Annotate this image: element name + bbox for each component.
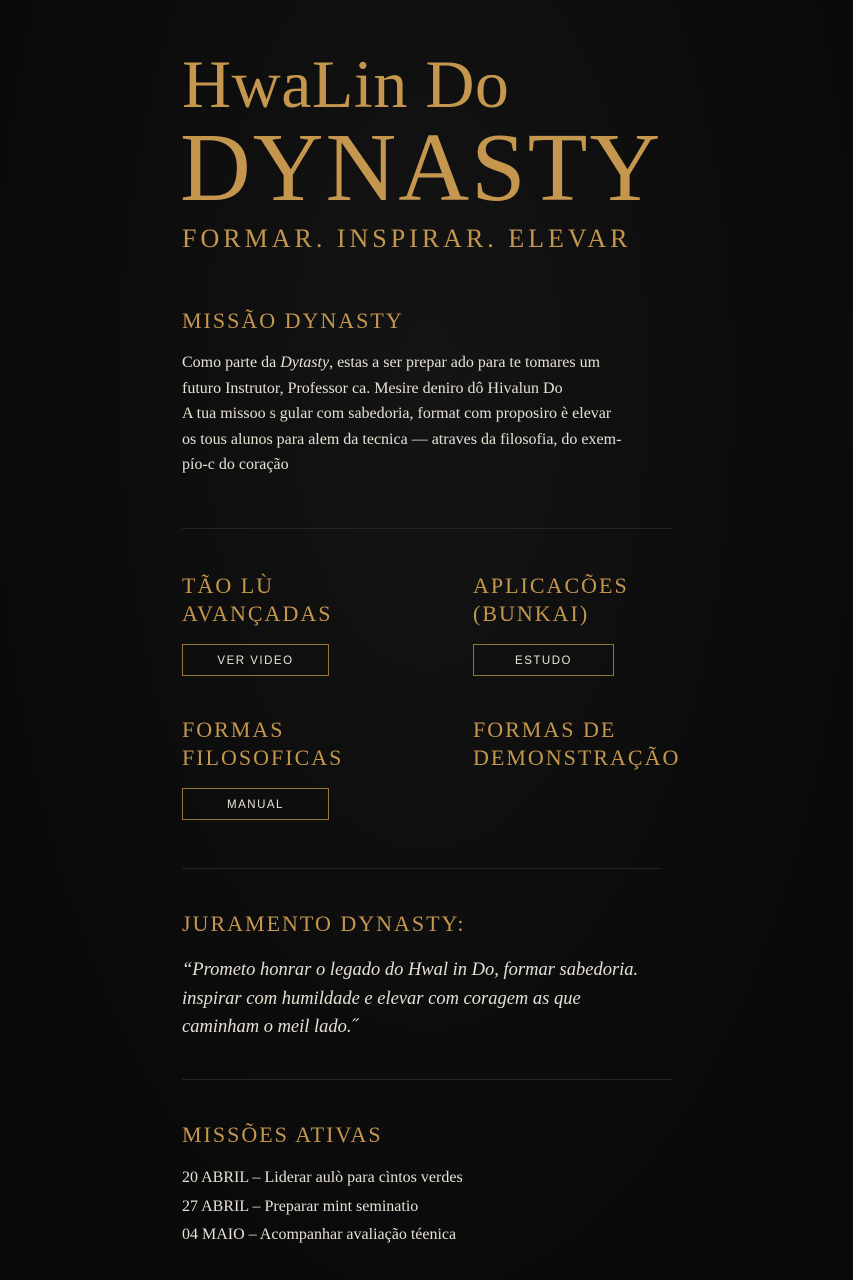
active-missions-heading: MISSÕES ATIVAS [182, 1122, 383, 1147]
manual-button[interactable]: MANUAL [182, 788, 329, 820]
mission-task: Liderar aulò para cìntos verdes [264, 1169, 463, 1186]
mission-line-1-post: , estas a ser prepar ado para te tomares um [329, 354, 601, 371]
card-title [473, 572, 629, 628]
mission-heading: MISSÃO DYNASTY [182, 308, 404, 333]
oath-line-2: inspirar com humildade e elevar com coragem as que [182, 988, 581, 1009]
active-missions-list [182, 1164, 463, 1250]
mission-line-2: futuro Instrutor, Professor ca. Mesire deniro dô Hivalun Do [182, 379, 563, 397]
divider-2 [182, 868, 660, 869]
brand-title-top: HwaLin Do [182, 46, 510, 122]
list-item: 04 MAIO – Acompanhar avaliação téenica [182, 1226, 457, 1243]
mission-date: 27 ABRIL [182, 1197, 249, 1215]
mission-line-4: os tous alunos para alem da tecnica — atraves da filosofia, do exem- [182, 430, 622, 448]
list-item: 27 ABRIL – Preparar mint seminatio [182, 1197, 419, 1215]
card-formas-demonstracao [473, 716, 680, 772]
card-title-line-2: AVANÇADAS [182, 601, 333, 626]
list-item: 20 ABRIL – Liderar aulò para cìntos verdes [182, 1169, 463, 1186]
card-title [182, 572, 332, 628]
mission-line-1-pre: Como parte da [182, 354, 281, 371]
estudo-button[interactable]: ESTUDO [473, 644, 614, 676]
mission-date: 20 ABRIL [182, 1169, 249, 1186]
mission-line-1-em: Dytasty [280, 354, 330, 371]
mission-description [182, 350, 672, 478]
oath-line-1: “Prometo honrar o legado do Hwal in Do, formar sabedoria. [182, 960, 639, 980]
brand-tagline: FORMAR. INSPIRAR. ELEVAR [182, 224, 632, 253]
card-title-line-1: APLICACÕES [473, 573, 629, 598]
card-title-line-1: FORMAS [182, 717, 285, 742]
card-title [182, 716, 343, 772]
divider-3 [182, 1079, 672, 1080]
card-title-line-2: DEMONSTRAÇÃO [473, 745, 681, 770]
mission-task: Acompanhar avaliação téenica [259, 1226, 457, 1243]
card-tao-lu [182, 572, 332, 628]
card-aplicacoes [473, 572, 629, 628]
card-title-line-1: FORMAS DE [473, 717, 617, 742]
card-formas-filosoficas [182, 716, 343, 772]
oath-heading: JURAMENTO DYNASTY: [182, 911, 466, 936]
mission-line-1 [182, 350, 672, 376]
card-title [473, 716, 680, 772]
mission-date: 04 MAIO [182, 1226, 245, 1243]
card-title-line-1: TÃO LÙ [182, 573, 275, 598]
card-title-line-2: FILOSOFICAS [182, 745, 344, 770]
ver-video-button[interactable]: VER VIDEO [182, 644, 329, 676]
brand-title-dynasty: DYNASTY [180, 114, 663, 222]
mission-line-5: pío-c do coração [182, 456, 289, 473]
card-title-line-2: (BUNKAI) [473, 601, 590, 626]
oath-quote [182, 956, 682, 1042]
oath-line-3: caminham o meil lado.˝ [182, 1017, 358, 1037]
mission-line-3: A tua missoo s gular com sabedoria, format com proposiro è elevar [182, 405, 612, 422]
divider-1 [182, 528, 672, 529]
mission-task: Preparar mint seminatio [264, 1197, 419, 1215]
